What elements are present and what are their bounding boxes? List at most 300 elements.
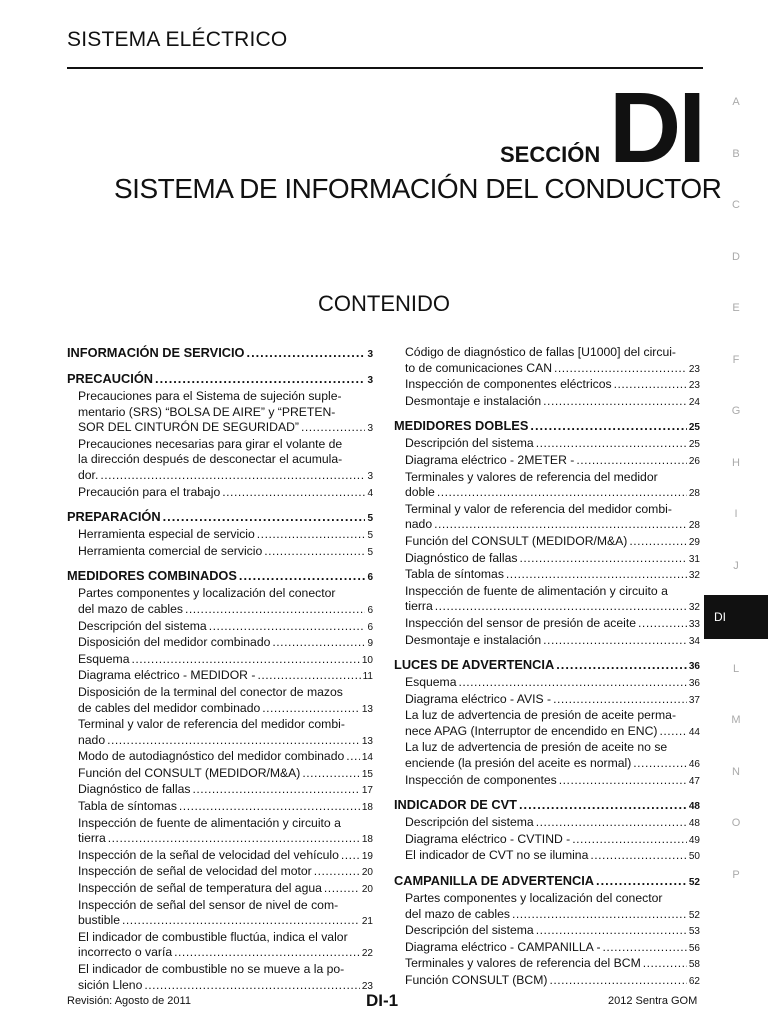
toc-group-title: PREPARACIÓN	[67, 509, 161, 525]
toc-group-heading[interactable]	[67, 509, 373, 527]
leader-dots	[576, 453, 687, 469]
toc-entry-text: Diagrama eléctrico - MEDIDOR -	[78, 668, 256, 683]
leader-dots	[559, 773, 687, 789]
toc-entry-last-line	[405, 956, 700, 973]
leader-dots	[185, 602, 365, 618]
toc-group-heading[interactable]	[394, 418, 700, 436]
toc-entry-last-line	[405, 394, 700, 411]
toc-entry-last-line	[405, 907, 700, 924]
toc-group-title: MEDIDORES DOBLES	[394, 418, 529, 434]
header-rule	[67, 67, 703, 69]
toc-entry-last-line	[78, 420, 373, 437]
section-tab-g[interactable]: G	[731, 405, 741, 417]
toc-entry-text: Terminales y valores de referencia del BCM	[405, 956, 641, 971]
section-title: SISTEMA DE INFORMACIÓN DEL CONDUCTOR	[114, 173, 722, 204]
toc-entry-last-line	[78, 881, 373, 898]
toc-entry-text: Inspección de componentes eléctricos	[405, 377, 612, 392]
toc-entry-text: Inspección de la señal de velocidad del vehículo	[78, 847, 339, 862]
footer-model: 2012 Sentra GOM	[608, 995, 698, 1007]
toc-entry-last-line	[78, 485, 373, 502]
toc-entry-last-line	[405, 832, 700, 849]
toc-entry[interactable]	[78, 930, 373, 962]
toc-page-number: 5	[367, 513, 373, 525]
toc-entry-last-line	[78, 799, 373, 816]
section-tab-p[interactable]: P	[732, 868, 740, 881]
toc-entry[interactable]	[78, 898, 373, 930]
toc-entry-text: Diagrama eléctrico - CAMPANILLA -	[405, 939, 601, 954]
toc-entry[interactable]	[405, 436, 700, 453]
toc-entry-text: Tabla de síntomas	[78, 799, 177, 814]
toc-page-number: 3	[367, 375, 373, 386]
toc-entry-text: Esquema	[78, 651, 130, 666]
section-tab-i[interactable]: I	[734, 508, 738, 520]
toc-page-number: 19	[361, 850, 373, 862]
leader-dots	[174, 945, 360, 961]
toc-entry[interactable]	[405, 470, 700, 502]
toc-entry-line: Precauciones para el Sistema de sujeción suple-	[78, 389, 342, 403]
section-tab-o[interactable]: O	[731, 817, 741, 829]
toc-entry-text: Descripción del sistema	[405, 436, 534, 451]
toc-group-heading[interactable]	[67, 345, 373, 363]
section-tab-l[interactable]: L	[732, 662, 740, 675]
toc-entry-text: dor.	[78, 467, 99, 482]
toc-entry-line: Precauciones necesarias para girar el volante de	[78, 436, 343, 451]
toc-entry[interactable]	[78, 848, 373, 865]
toc-page-number: 36	[688, 661, 700, 673]
toc-entry[interactable]	[78, 619, 373, 636]
toc-page-number: 20	[361, 884, 373, 896]
toc-page-number: 18	[361, 834, 373, 846]
toc-entry-line: El indicador de combustible fluctúa, indica el valor	[78, 929, 348, 944]
leader-dots	[638, 616, 687, 632]
toc-page-number: 26	[688, 455, 700, 467]
toc-entry-text: nece APAG (Interruptor de encendido en ENC)	[405, 723, 658, 738]
section-tab-e[interactable]: E	[732, 302, 740, 314]
leader-dots	[536, 436, 687, 452]
toc-page-number: 22	[361, 948, 373, 960]
toc-page-number: 28	[688, 520, 700, 532]
toc-group-heading[interactable]	[394, 657, 700, 675]
toc-page-number: 50	[688, 851, 700, 863]
toc-page-number: 20	[361, 867, 373, 879]
section-tab-b[interactable]: B	[732, 147, 740, 160]
leader-dots	[543, 633, 687, 649]
toc-entry[interactable]	[405, 453, 700, 470]
toc-page-number: 52	[688, 877, 700, 889]
toc-entry-text: sición Lleno	[78, 977, 143, 992]
toc-entry-line: Disposición de la terminal del conector de mazos	[78, 684, 343, 699]
leader-dots	[324, 881, 360, 897]
section-tab-c[interactable]: C	[732, 199, 740, 211]
toc-page-number: 13	[361, 703, 373, 715]
toc-entry-text: Inspección de señal de temperatura del agua	[78, 881, 322, 896]
toc-entry-line: mentario (SRS) “BOLSA DE AIRE” y “PRETEN-	[78, 404, 336, 419]
section-word: SECCIÓN	[500, 142, 601, 167]
toc-entry-text: del mazo de cables	[78, 601, 184, 616]
toc-entry-last-line	[405, 773, 700, 790]
toc-entry-last-line	[78, 848, 373, 865]
leader-dots	[459, 675, 687, 691]
toc-page-number: 32	[688, 602, 700, 614]
section-tab-h[interactable]: H	[732, 456, 740, 469]
section-tab-f[interactable]: F	[732, 353, 740, 366]
toc-entry-last-line	[78, 602, 373, 619]
toc-entry-text: Herramienta especial de servicio	[78, 527, 255, 542]
leader-dots	[107, 733, 360, 749]
toc-entry-line: Terminal y valor de referencia del medidor combi-	[78, 717, 345, 732]
section-tab-n[interactable]: N	[732, 765, 740, 778]
leader-dots	[643, 956, 687, 972]
toc-entry[interactable]	[405, 345, 700, 377]
toc-group-title: INFORMACIÓN DE SERVICIO	[67, 345, 245, 360]
toc-entry-last-line	[78, 978, 373, 995]
toc-entry-text: Descripción del sistema	[405, 815, 534, 830]
toc-page-number: 6	[367, 604, 373, 616]
leader-dots	[100, 468, 365, 484]
toc-group-title: INDICADOR DE CVT	[394, 797, 517, 813]
toc-entry-text: Descripción del sistema	[405, 923, 534, 938]
toc-entry[interactable]	[78, 544, 373, 561]
toc-page-number: 18	[361, 802, 373, 814]
toc-entry[interactable]	[78, 717, 373, 749]
toc-page-number: 3	[367, 470, 373, 482]
toc-page-number: 23	[688, 380, 700, 392]
toc-entry[interactable]	[405, 692, 700, 709]
toc-entry-text: Diagnóstico de fallas	[78, 782, 191, 797]
toc-entry-text: Tabla de síntomas	[405, 567, 504, 582]
toc-left-column	[67, 345, 373, 994]
toc-entry-text: doble	[405, 485, 435, 500]
toc-entry-text: Diagrama eléctrico - CVTIND -	[405, 831, 571, 846]
leader-dots	[519, 551, 686, 567]
leader-dots	[556, 657, 687, 673]
toc-entry-last-line	[405, 633, 700, 650]
toc-entry-line: Partes componentes y localización del conector	[78, 586, 336, 601]
toc-entry-last-line	[78, 544, 373, 561]
leader-dots	[506, 567, 687, 583]
leader-dots	[155, 371, 365, 387]
contents-title: CONTENIDO	[318, 291, 450, 316]
toc-entry[interactable]	[405, 377, 700, 394]
toc-entry[interactable]	[78, 799, 373, 816]
leader-dots	[163, 509, 366, 525]
toc-group-title: PRECAUCIÓN	[67, 371, 154, 386]
toc-entry[interactable]	[405, 567, 700, 584]
toc-page-number: 23	[688, 363, 700, 375]
leader-dots	[530, 418, 686, 434]
toc-entry-text: del mazo de cables	[405, 906, 511, 921]
toc-page-number: 25	[688, 422, 700, 434]
toc-group	[394, 657, 700, 789]
toc-page-number: 5	[367, 530, 373, 542]
toc-entry[interactable]	[405, 940, 700, 957]
toc-entry-last-line	[78, 668, 373, 685]
toc-entry[interactable]	[78, 685, 373, 717]
toc-entry[interactable]	[405, 675, 700, 692]
toc-group-heading[interactable]	[67, 371, 373, 389]
toc-page-number: 36	[688, 678, 700, 690]
toc-entry-last-line	[78, 701, 373, 718]
leader-dots	[659, 724, 686, 740]
toc-entry-last-line	[78, 468, 373, 485]
toc-entry-text: Herramienta comercial de servicio	[78, 543, 263, 558]
toc-page-number: 13	[361, 735, 373, 747]
toc-page-number: 49	[688, 834, 700, 846]
toc-entry[interactable]	[405, 956, 700, 973]
toc-page-number: 48	[688, 818, 700, 830]
toc-entry-line: La luz de advertencia de presión de aceite no se	[405, 740, 668, 755]
toc-entry-line: Inspección de señal del sensor de nivel de com-	[78, 897, 339, 912]
toc-entry[interactable]	[78, 749, 373, 766]
toc-entry[interactable]	[405, 973, 700, 990]
toc-entry-last-line	[78, 913, 373, 930]
toc-entry[interactable]	[405, 923, 700, 940]
toc-entry-last-line	[78, 782, 373, 799]
toc-page-number: 46	[688, 759, 700, 771]
toc-entry-last-line	[78, 527, 373, 544]
toc-entry-text: bustible	[78, 913, 121, 928]
toc-entry[interactable]	[405, 708, 700, 740]
toc-entry-last-line	[78, 766, 373, 783]
toc-entry-text: Disposición del medidor combinado	[78, 635, 271, 650]
toc-entry[interactable]	[405, 394, 700, 411]
toc-entry-last-line	[405, 973, 700, 990]
toc-entry-last-line	[405, 616, 700, 633]
toc-entry-line: Código de diagnóstico de fallas [U1000] del circui-	[405, 345, 676, 359]
toc-entry[interactable]	[405, 551, 700, 568]
toc-entry-line: El indicador de combustible no se mueve a la po-	[78, 962, 345, 976]
toc-entry[interactable]	[405, 502, 700, 534]
toc-page-number: 5	[367, 546, 373, 558]
toc-entry-text: tierra	[78, 831, 106, 846]
leader-dots	[536, 815, 687, 831]
toc-entry[interactable]	[405, 848, 700, 865]
toc-page-number: 25	[688, 439, 700, 451]
toc-entry[interactable]	[78, 962, 373, 994]
toc-entry[interactable]	[78, 485, 373, 502]
toc-entry-last-line	[405, 453, 700, 470]
toc-entry-last-line	[405, 361, 700, 378]
toc-entry-line: Inspección de fuente de alimentación y circuito a	[405, 583, 668, 598]
leader-dots	[549, 973, 686, 989]
toc-entry-last-line	[405, 675, 700, 692]
toc-group-continued	[394, 345, 700, 410]
toc-entry[interactable]	[405, 891, 700, 923]
toc-entry[interactable]	[405, 832, 700, 849]
toc-entry-text: enciende (la presión del aceite es normal)	[405, 756, 632, 771]
toc-page-number: 9	[367, 638, 373, 650]
toc-page-number: 17	[361, 785, 373, 797]
toc-page-number: 4	[367, 487, 373, 499]
section-tabs	[704, 80, 768, 1000]
toc-entry-last-line	[78, 945, 373, 962]
toc-entry-last-line	[78, 652, 373, 669]
toc-group	[394, 797, 700, 865]
toc-entry-line: La luz de advertencia de presión de aceite perma-	[405, 708, 676, 723]
toc-page-number: 52	[688, 909, 700, 921]
toc-page-number: 6	[367, 621, 373, 633]
leader-dots	[302, 766, 360, 782]
toc-page-number: 21	[361, 916, 373, 928]
toc-entry[interactable]	[78, 652, 373, 669]
leader-dots	[543, 394, 687, 410]
toc-entry-text: Función CONSULT (BCM)	[405, 973, 548, 987]
toc-group-heading[interactable]	[394, 873, 700, 891]
toc-entry-text: de cables del medidor combinado	[78, 700, 261, 715]
leader-dots	[247, 345, 366, 361]
toc-entry-last-line	[405, 551, 700, 568]
toc-entry[interactable]	[405, 633, 700, 650]
leader-dots	[437, 485, 687, 501]
toc-page-number: 53	[688, 926, 700, 938]
toc-entry-text: Diagrama eléctrico - AVIS -	[405, 691, 552, 706]
section-tab-di[interactable]: DI	[704, 595, 768, 639]
toc-entry[interactable]	[78, 816, 373, 848]
toc-entry-last-line	[405, 848, 700, 865]
toc-page-number: 3	[367, 349, 373, 360]
toc-page-number: 28	[688, 488, 700, 500]
toc-entry-line: la dirección después de desconectar el acumula-	[78, 452, 343, 467]
leader-dots	[144, 978, 360, 994]
leader-dots	[132, 652, 360, 668]
leader-dots	[301, 420, 365, 436]
toc-entry-text: Diagrama eléctrico - 2METER -	[405, 452, 575, 467]
leader-dots	[314, 864, 360, 880]
toc-entry[interactable]	[78, 668, 373, 685]
toc-entry[interactable]	[78, 766, 373, 783]
toc-entry[interactable]	[405, 584, 700, 616]
section-tab-m[interactable]: M	[731, 714, 741, 726]
leader-dots	[257, 668, 360, 684]
toc-page-number: 11	[362, 671, 373, 683]
toc-page-number: 48	[688, 801, 700, 813]
toc-entry-text: Inspección del sensor de presión de aceite	[405, 615, 637, 630]
leader-dots	[346, 749, 360, 765]
toc-entry[interactable]	[405, 616, 700, 633]
toc-entry[interactable]	[78, 527, 373, 544]
toc-entry-last-line	[405, 567, 700, 584]
toc-page-number: 56	[688, 942, 700, 954]
toc-page-number: 23	[361, 980, 373, 992]
leader-dots	[519, 797, 687, 813]
toc-entry-text: nado	[405, 517, 433, 532]
footer-revision: Revisión: Agosto de 2011	[67, 995, 191, 1007]
leader-dots	[434, 517, 687, 533]
leader-dots	[192, 782, 359, 798]
toc-entry-last-line	[78, 619, 373, 636]
toc-entry-text: Función del CONSULT (MEDIDOR/M&A)	[405, 533, 628, 548]
toc-page-number: 37	[688, 694, 700, 706]
toc-group-heading[interactable]	[394, 797, 700, 815]
toc-entry[interactable]	[78, 437, 373, 485]
leader-dots	[572, 832, 687, 848]
toc-group	[394, 418, 700, 649]
toc-page-number: 31	[688, 553, 700, 565]
toc-entry-last-line	[405, 815, 700, 832]
toc-entry-last-line	[405, 692, 700, 709]
toc-page-number: 47	[688, 775, 700, 787]
leader-dots	[272, 635, 365, 651]
toc-group-heading[interactable]	[67, 568, 373, 586]
section-tab-j[interactable]: J	[733, 559, 739, 572]
toc-entry-text: Desmontaje e instalación	[405, 393, 542, 408]
leader-dots	[512, 907, 687, 923]
toc-page-number: 62	[688, 976, 700, 987]
toc-group	[67, 568, 373, 994]
toc-entry-text: Diagnóstico de fallas	[405, 550, 518, 565]
toc-entry[interactable]	[405, 740, 700, 772]
section-tab-d[interactable]: D	[732, 250, 740, 263]
footer-page-label: DI-1	[366, 991, 399, 1010]
leader-dots	[209, 619, 366, 635]
toc-entry-last-line	[405, 485, 700, 502]
toc-entry[interactable]	[405, 534, 700, 551]
toc-entry-last-line	[78, 749, 373, 766]
toc-page-number: 10	[361, 654, 373, 666]
leader-dots	[633, 756, 687, 772]
leader-dots	[239, 568, 366, 584]
toc-entry-text: Precaución para el trabajo	[78, 484, 221, 499]
toc-entry-last-line	[405, 599, 700, 616]
toc-entry-text: Modo de autodiagnóstico del medidor combinado	[78, 749, 345, 764]
toc-entry-text: tierra	[405, 599, 433, 614]
toc-entry-last-line	[405, 940, 700, 957]
leader-dots	[262, 701, 360, 717]
toc-entry[interactable]	[78, 881, 373, 898]
toc-entry-text: El indicador de CVT no se ilumina	[405, 848, 589, 863]
toc-group-title: CAMPANILLA DE ADVERTENCIA	[394, 873, 595, 889]
toc-entry[interactable]	[78, 864, 373, 881]
leader-dots	[108, 831, 360, 847]
section-code: DI	[609, 72, 703, 184]
toc-entry[interactable]	[405, 773, 700, 790]
toc-entry-last-line	[405, 756, 700, 773]
section-tab-a[interactable]: A	[732, 96, 740, 108]
toc-entry-last-line	[405, 377, 700, 394]
toc-entry-line: Terminales y valores de referencia del medidor	[405, 469, 658, 484]
toc-entry-text: Inspección de señal de velocidad del motor	[78, 864, 312, 879]
toc-page-number: 14	[361, 752, 373, 764]
toc-entry-text: nado	[78, 732, 106, 747]
toc-entry[interactable]	[78, 389, 373, 437]
toc-entry-last-line	[405, 436, 700, 453]
toc-entry-text: Descripción del sistema	[78, 618, 207, 633]
toc-page-number: 44	[688, 726, 700, 738]
toc-page-number: 15	[361, 768, 373, 780]
leader-dots	[536, 923, 687, 939]
toc-entry[interactable]	[78, 782, 373, 799]
toc-entry[interactable]	[78, 635, 373, 652]
toc-entry-text: Función del CONSULT (MEDIDOR/M&A)	[78, 765, 301, 780]
leader-dots	[614, 377, 687, 393]
leader-dots	[257, 527, 366, 543]
toc-page-number: 34	[688, 635, 700, 647]
toc-group-title: LUCES DE ADVERTENCIA	[394, 657, 555, 673]
toc-entry-last-line	[405, 724, 700, 741]
leader-dots	[435, 599, 687, 615]
toc-page-number: 33	[688, 618, 700, 630]
toc-page-number: 24	[688, 396, 700, 408]
toc-entry-last-line	[405, 923, 700, 940]
leader-dots	[590, 848, 687, 864]
toc-entry[interactable]	[405, 815, 700, 832]
toc-page-number: 32	[688, 570, 700, 582]
toc-page-number: 3	[367, 423, 373, 435]
leader-dots	[264, 544, 365, 560]
toc-entry[interactable]	[78, 586, 373, 618]
toc-page-number: 29	[688, 536, 700, 548]
toc-right-column	[394, 345, 700, 990]
